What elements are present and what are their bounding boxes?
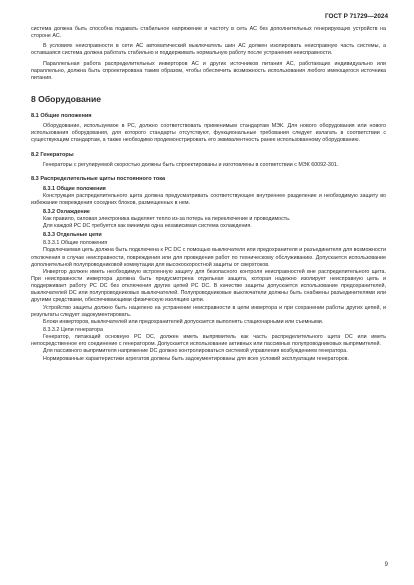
paragraph: система должна быть способна подавать стабильное напряжение и частоту в сеть АС без дополнительных генерирующих устройств на стороне АС. <box>31 26 386 40</box>
paragraph: Конструкция распределительного щита должна предусматривать соответствующее внутреннее разделение и необходимую защиту во избежание повреждения соседних блоков, размещенных в нем. <box>31 192 386 206</box>
paragraph: Инвертор должен иметь необходимую встроенную защиту для безопасного контроля неисправностей вне распределительного щита. При неисправности инвертора должна быть предусмотрена отдельная защита, которая надежно изолирует неисправную цепь и поддерживает работу РС DC без отключения других цепей РС DC. В качестве защиты допускается использование предохранителей, выключателей DC или полупроводниковых выключателей. Полупроводниковые выключатели должны быть снабжены разъединителями или другими средствами, обеспечивающими физическую изоляцию цепи. <box>31 268 386 304</box>
subsection-heading: 8.3 Распределительные щиты постоянного тока <box>31 175 166 182</box>
section-heading: 8 Оборудование <box>31 94 102 105</box>
clause-heading: 8.3.3 Отдельные цепи <box>43 232 102 239</box>
paragraph: Генераторы с регулируемой скоростью должны быть спроектированы и изготовлены в соответствии с МЭК 60092-301. <box>43 161 339 168</box>
clause-heading: 8.3.2 Охлаждение <box>43 209 90 216</box>
paragraph: Подключаемая цепь должна быть подключена к РС DC с помощью выключателя или предохранителя и разъединителя для возможности отключения в случае неисправности, повреждения или для проведения работ по техническому обслуживанию. Допускается использование дополнительной полупроводниковой коммутации для высокоскоростной защиты от сверхтоков. <box>31 247 386 268</box>
paragraph: Генератор, питающий основную РС DC, должен иметь выпрямитель как часть распределительного щита DC или иметь непосредственное его соединение с генератором. Допускается использование активных или пассивных полупроводниковых выпрямителей. <box>31 334 386 348</box>
paragraph: Нормированные характеристики агрегатов должны быть задокументированы для всех условий эксплуатации генераторов. <box>43 355 349 362</box>
subsection-heading: 8.2 Генераторы <box>31 151 74 158</box>
paragraph: Параллельная работа распределительных инверторов АС и других источников питания АС, работающих индивидуально или параллельно, должна быть спроектирована таким образом, чтобы обеспечить возможность использования любого имеющегося источника питания. <box>31 60 386 81</box>
paragraph: Для каждой РС DC требуется как минимум одна независимая система охлаждения. <box>43 223 252 230</box>
subsection-heading: 8.1 Общие положения <box>31 113 92 120</box>
subclause-heading: 8.3.3.1 Общие положения <box>43 240 108 247</box>
paragraph: Как правило, силовая электроника выделяет тепло из-за потерь на переключение и проводимость. <box>43 216 291 223</box>
paragraph: Блоки инверторов, выключателей или предохранителей допускается выполнять стационарными или съемными. <box>43 318 324 325</box>
standard-header: ГОСТ Р 71729—2024 <box>324 13 388 20</box>
subclause-heading: 8.3.3.2 Цепи генератора <box>43 327 103 334</box>
paragraph: В условиях неисправности в сети АС автоматический выключатель шин АС должен изолировать неисправную часть системы, а оставшаяся система должна работать стабильно и поддерживать нормальную работу после устранения неисправности. <box>31 43 386 57</box>
page-number: 9 <box>384 562 388 568</box>
document-body <box>31 26 386 363</box>
paragraph: Оборудование, используемое в РС, должно соответствовать применимым стандартам МЭК. Для нового оборудования или нового использования оборудования, для которого стандарты отсутствуют, функциональные требования следует излагать в соответствии с существующим стандартам, а также необходимо продемонстрировать его эквивалентность ранее использованному оборудованию. <box>31 123 386 144</box>
clause-heading: 8.3.1 Общие положения <box>43 185 106 192</box>
paragraph: Для пассивного выпрямителя напряжение DC должно контролироваться системой управления возбуждением генератора. <box>43 348 348 355</box>
paragraph: Устройство защиты должно быть нацелено на устранение неисправности в цепи инвертора и при сохранении работы других цепей, и результаты следует задокументировать. <box>31 304 386 318</box>
